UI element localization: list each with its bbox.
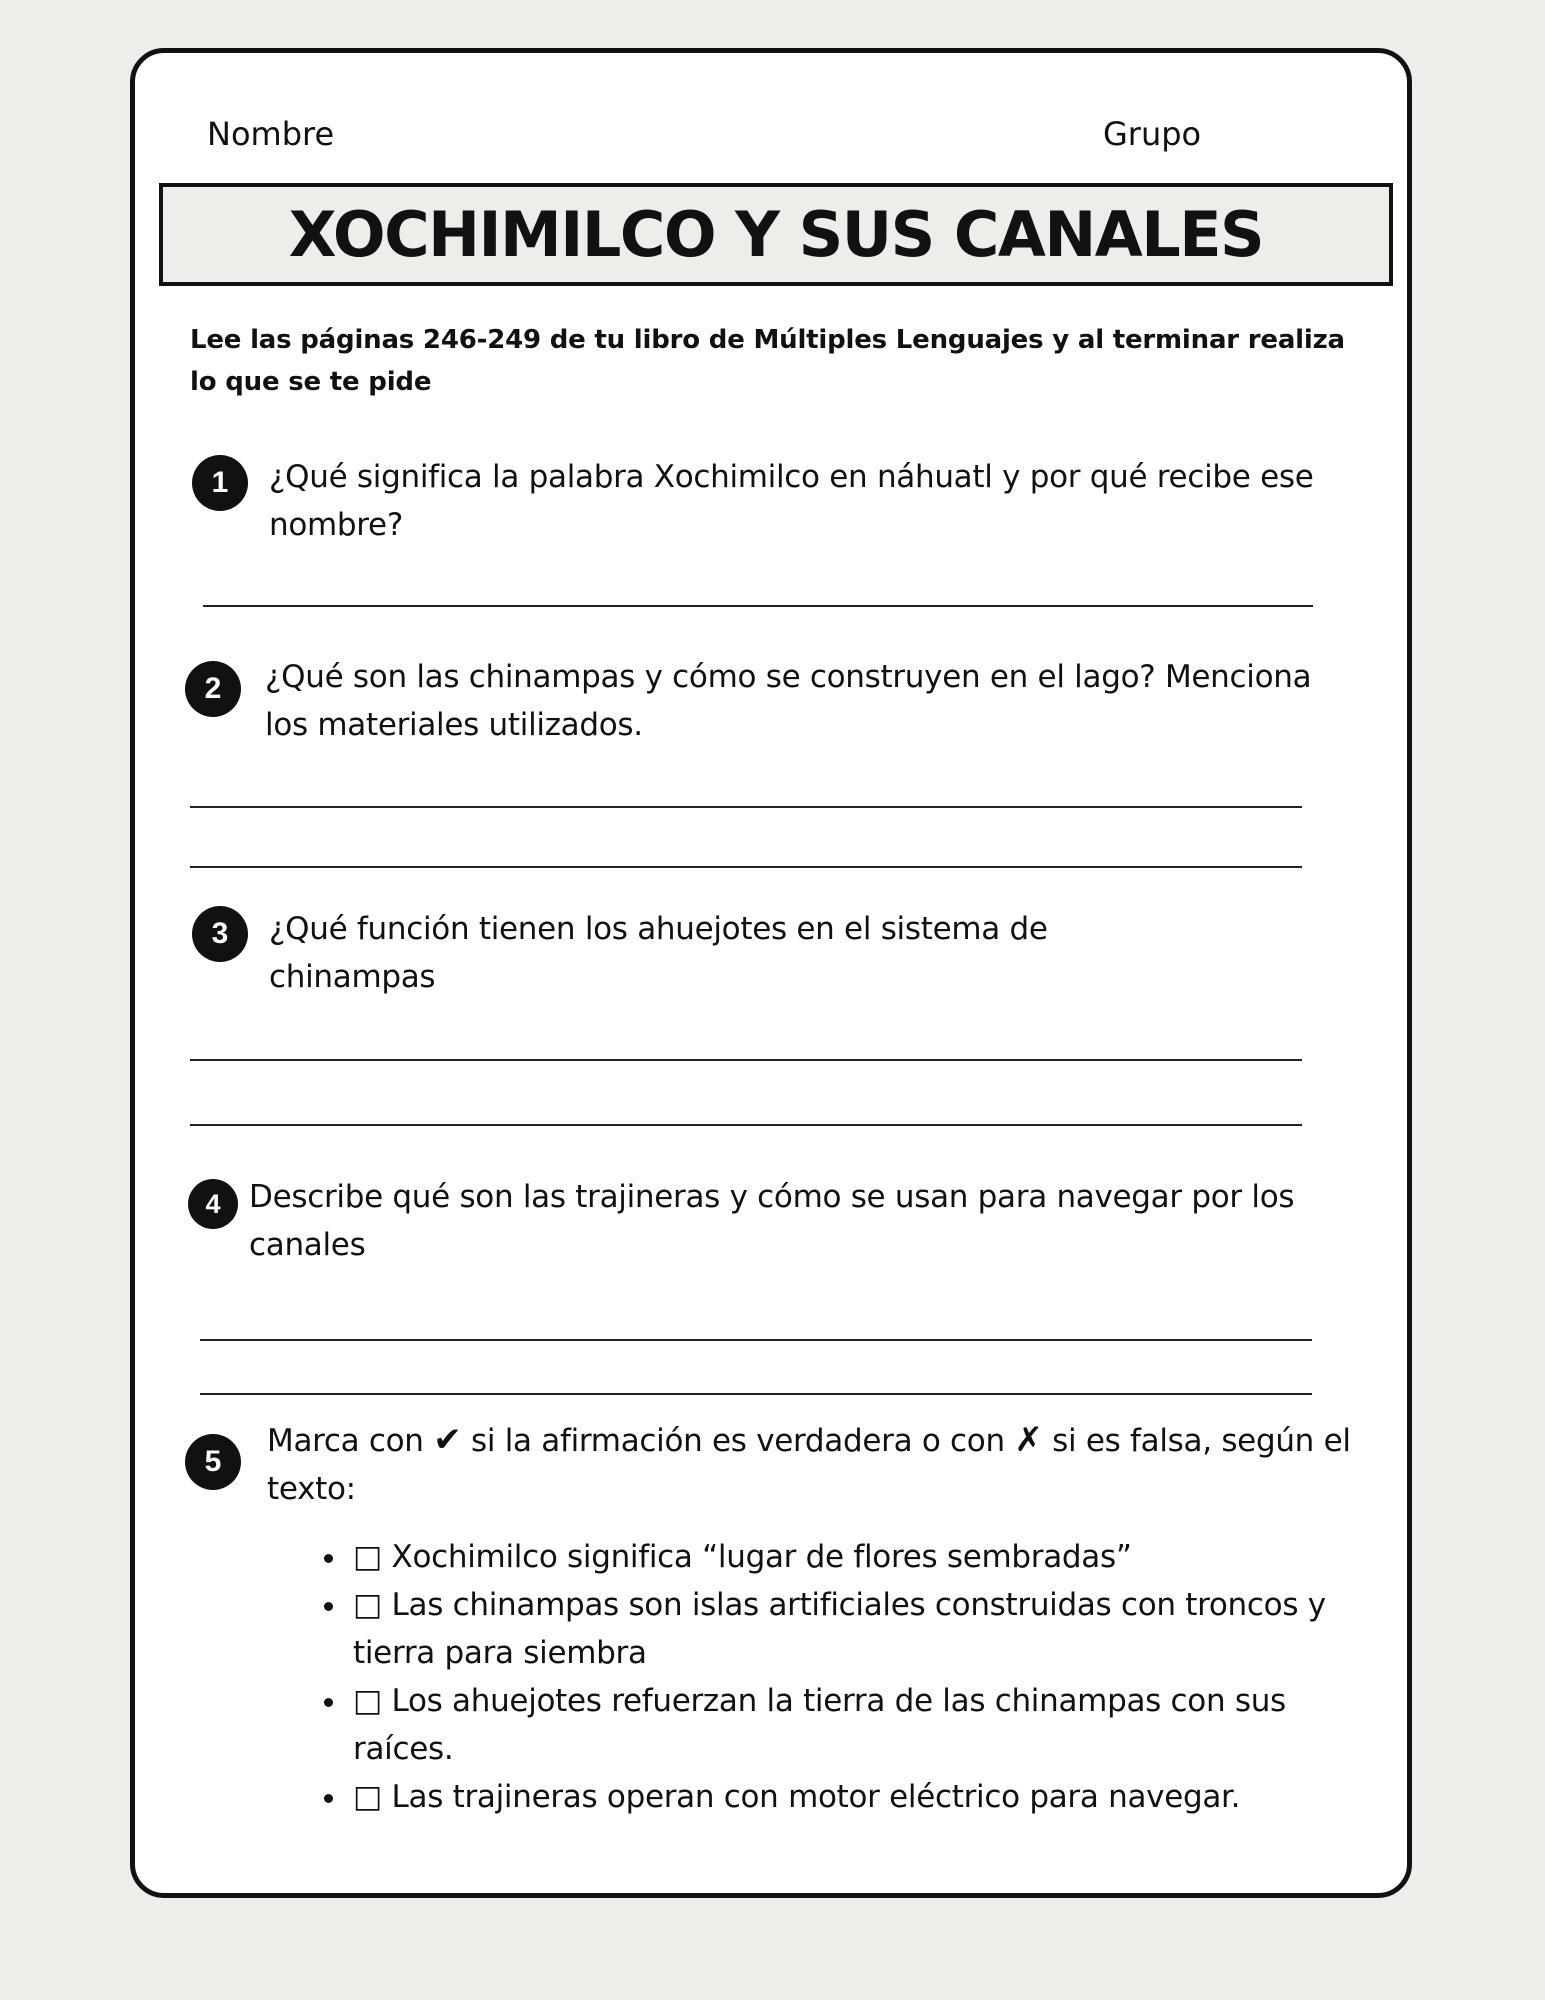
- answer-line-2b[interactable]: [190, 866, 1302, 868]
- answer-line-4b[interactable]: [200, 1393, 1312, 1395]
- question-3-text: ¿Qué función tienen los ahuejotes en el sistema de chinampas: [269, 911, 1048, 995]
- statement-item[interactable]: • □ Los ahuejotes refuerzan la tierra de las chinampas con sus raíces.: [349, 1677, 1349, 1773]
- answer-line-4a[interactable]: [200, 1339, 1312, 1341]
- question-number-1: 1: [192, 455, 248, 511]
- group-label: Grupo: [1103, 115, 1202, 153]
- answer-line-3b[interactable]: [190, 1124, 1302, 1126]
- statement-list: [315, 1533, 1349, 1821]
- title-banner: [159, 183, 1393, 286]
- statement-item[interactable]: • □ Las trajineras operan con motor eléctrico para navegar.: [349, 1773, 1349, 1821]
- worksheet-page: [130, 48, 1412, 1898]
- question-number-3: 3: [192, 906, 248, 962]
- answer-line-2a[interactable]: [190, 806, 1302, 808]
- question-number-4: 4: [188, 1179, 238, 1229]
- question-5-text-b: si la afirmación es verdadera o con: [471, 1423, 1005, 1459]
- question-1-text: ¿Qué significa la palabra Xochimilco en náhuatl y por qué recibe ese nombre?: [269, 459, 1314, 543]
- name-label: Nombre: [207, 115, 335, 153]
- answer-line-1a[interactable]: [203, 605, 1313, 607]
- question-number-2: 2: [185, 661, 241, 717]
- question-5-text-a: Marca con: [267, 1423, 424, 1459]
- question-number-5: 5: [185, 1434, 241, 1490]
- answer-line-3a[interactable]: [190, 1059, 1302, 1061]
- instructions-text: Lee las páginas 246-249 de tu libro de Múltiples Lenguajes y al terminar realiza lo que se te pide: [190, 325, 1345, 397]
- page-title: XOCHIMILCO Y SUS CANALES: [288, 197, 1264, 271]
- statement-item[interactable]: • □ Xochimilco significa “lugar de flores sembradas”: [349, 1533, 1349, 1581]
- statement-item[interactable]: • □ Las chinampas son islas artificiales construidas con troncos y tierra para siembra: [349, 1581, 1349, 1677]
- question-5-text-c: si es falsa, según el texto:: [267, 1423, 1351, 1507]
- question-2-text: ¿Qué son las chinampas y cómo se construyen en el lago? Menciona los materiales utilizados.: [265, 659, 1312, 743]
- question-4-text: Describe qué son las trajineras y cómo se usan para navegar por los canales: [249, 1179, 1295, 1263]
- check-mark-icon: ✔: [433, 1420, 462, 1460]
- cross-mark-icon: ✗: [1014, 1420, 1043, 1460]
- question-5-text: [267, 1416, 1387, 1513]
